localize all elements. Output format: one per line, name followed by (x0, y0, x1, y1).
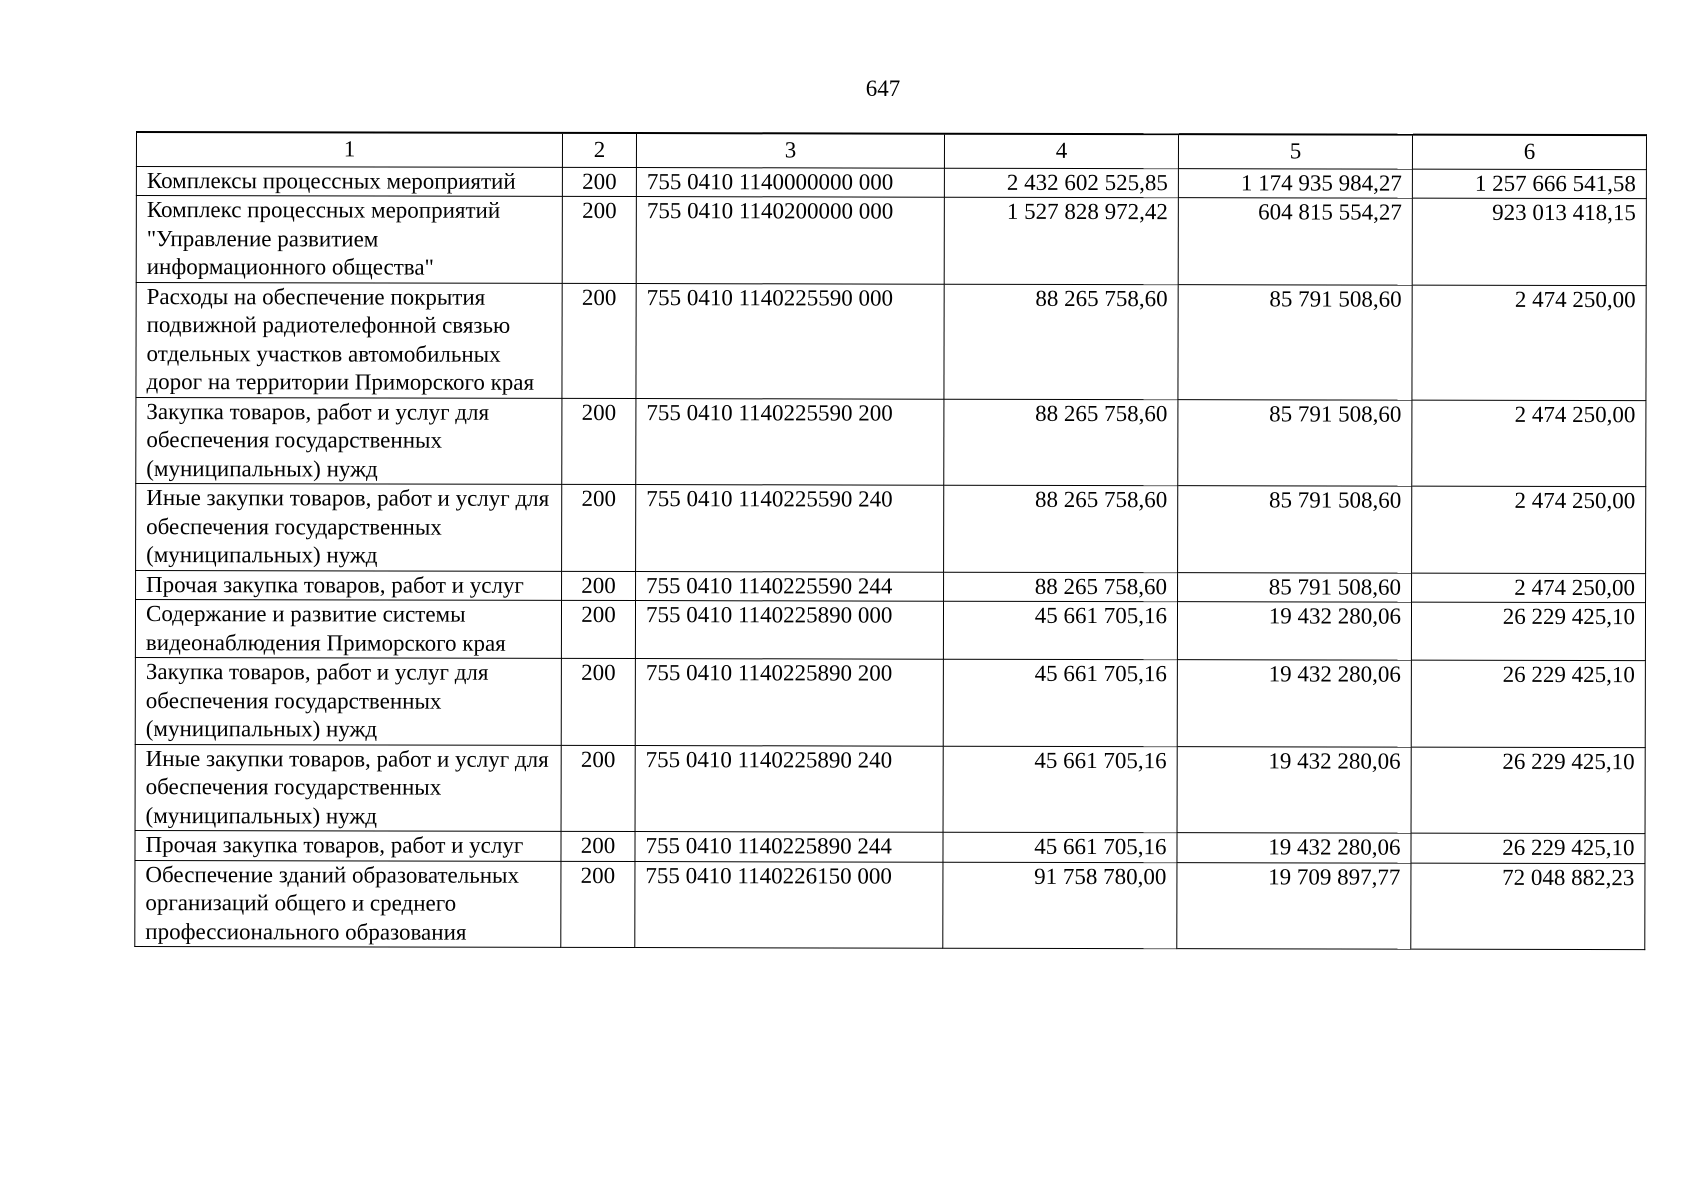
header-row (136, 132, 1646, 169)
row-kbk: 755 0410 1140225590 244 (636, 571, 944, 601)
row-col4: 91 758 780,00 (943, 862, 1177, 949)
header-col-5: 5 (1178, 134, 1412, 168)
row-name: Закупка товаров, работ и услуг для обеспечения государственных (муниципальных) нужд (135, 657, 561, 744)
table-row (136, 166, 1646, 199)
row-col5: 19 432 280,06 (1177, 660, 1411, 747)
table-row (136, 484, 1646, 574)
row-code: 200 (561, 861, 635, 948)
row-kbk: 755 0410 1140225590 000 (636, 283, 944, 399)
row-kbk: 755 0410 1140226150 000 (635, 861, 943, 948)
row-kbk: 755 0410 1140225890 240 (635, 745, 943, 832)
row-name: Обеспечение зданий образовательных организаций общего и среднего профессионального образования (135, 860, 561, 947)
row-col5: 19 432 280,06 (1177, 602, 1411, 660)
row-col6: 26 229 425,10 (1411, 660, 1645, 747)
row-code: 200 (562, 398, 636, 485)
row-name: Расходы на обеспечение покрытия подвижной радиотелефонной связью отдельных участков автомобильных дорог на территории Приморского края (136, 282, 562, 398)
row-name: Прочая закупка товаров, работ и услуг (136, 570, 562, 600)
row-col5: 19 432 280,06 (1177, 746, 1411, 833)
row-name: Комплекс процессных мероприятий "Управление развитием информационного общества" (136, 196, 562, 283)
row-col6: 2 474 250,00 (1412, 400, 1646, 487)
row-name: Прочая закупка товаров, работ и услуг (135, 830, 561, 860)
row-col5: 85 791 508,60 (1178, 486, 1412, 573)
table-row (136, 196, 1646, 286)
header-col-3: 3 (636, 133, 944, 168)
row-name: Содержание и развитие системы видеонаблюдения Приморского края (135, 600, 561, 659)
row-col5: 19 709 897,77 (1177, 862, 1411, 949)
row-code: 200 (562, 484, 636, 571)
row-col4: 45 661 705,16 (943, 659, 1177, 746)
row-kbk: 755 0410 1140225890 000 (635, 601, 943, 660)
row-code: 200 (561, 831, 635, 861)
row-col5: 85 791 508,60 (1178, 572, 1412, 602)
row-col5: 19 432 280,06 (1177, 833, 1411, 863)
row-kbk: 755 0410 1140225590 200 (636, 398, 944, 485)
row-col4: 2 432 602 525,85 (944, 168, 1178, 198)
row-col4: 88 265 758,60 (944, 284, 1178, 399)
row-code: 200 (561, 745, 635, 832)
row-col6: 2 474 250,00 (1412, 573, 1646, 603)
budget-table (134, 131, 1647, 950)
row-col5: 85 791 508,60 (1178, 399, 1412, 486)
table-row (135, 830, 1645, 863)
row-col6: 1 257 666 541,58 (1412, 169, 1646, 199)
row-code: 200 (562, 571, 636, 601)
row-col6: 26 229 425,10 (1411, 602, 1645, 660)
table-row (135, 657, 1645, 747)
row-kbk: 755 0410 1140200000 000 (636, 197, 944, 284)
row-name: Иные закупки товаров, работ и услуг для обеспечения государственных (муниципальных) нужд (135, 744, 561, 831)
row-name: Комплексы процессных мероприятий (136, 166, 562, 196)
row-col4: 45 661 705,16 (943, 746, 1177, 833)
row-code: 200 (561, 600, 635, 658)
row-col5: 1 174 935 984,27 (1178, 168, 1412, 198)
row-code: 200 (562, 196, 636, 283)
table-row (136, 282, 1646, 400)
row-kbk: 755 0410 1140225890 200 (635, 659, 943, 746)
header-col-6: 6 (1412, 135, 1646, 169)
table-row (135, 600, 1645, 661)
row-col4: 45 661 705,16 (943, 601, 1177, 659)
row-code: 200 (562, 167, 636, 197)
row-col6: 72 048 882,23 (1411, 863, 1645, 950)
row-name: Иные закупки товаров, работ и услуг для обеспечения государственных (муниципальных) нужд (136, 484, 562, 571)
header-col-2: 2 (562, 133, 636, 167)
row-col6: 2 474 250,00 (1412, 486, 1646, 573)
row-kbk: 755 0410 1140000000 000 (636, 167, 944, 197)
row-col4: 88 265 758,60 (944, 485, 1178, 572)
row-col4: 88 265 758,60 (944, 572, 1178, 602)
row-name: Закупка товаров, работ и услуг для обеспечения государственных (муниципальных) нужд (136, 397, 562, 484)
row-col4: 88 265 758,60 (944, 399, 1178, 486)
page-number: 647 (865, 76, 901, 101)
row-col6: 26 229 425,10 (1411, 747, 1645, 834)
row-col6: 26 229 425,10 (1411, 833, 1645, 863)
row-col5: 604 815 554,27 (1178, 198, 1412, 285)
row-code: 200 (562, 283, 636, 398)
row-code: 200 (561, 658, 635, 745)
row-col4: 1 527 828 972,42 (944, 197, 1178, 284)
table-row (136, 397, 1646, 487)
row-col4: 45 661 705,16 (943, 832, 1177, 862)
row-kbk: 755 0410 1140225890 244 (635, 832, 943, 862)
table-row (136, 570, 1646, 603)
row-col6: 2 474 250,00 (1412, 285, 1646, 400)
row-col5: 85 791 508,60 (1178, 284, 1412, 399)
header-col-1: 1 (136, 132, 562, 167)
table-row (135, 744, 1645, 834)
row-kbk: 755 0410 1140225590 240 (636, 485, 944, 572)
row-col6: 923 013 418,15 (1412, 198, 1646, 285)
header-col-4: 4 (944, 134, 1178, 168)
table-row (135, 860, 1645, 950)
